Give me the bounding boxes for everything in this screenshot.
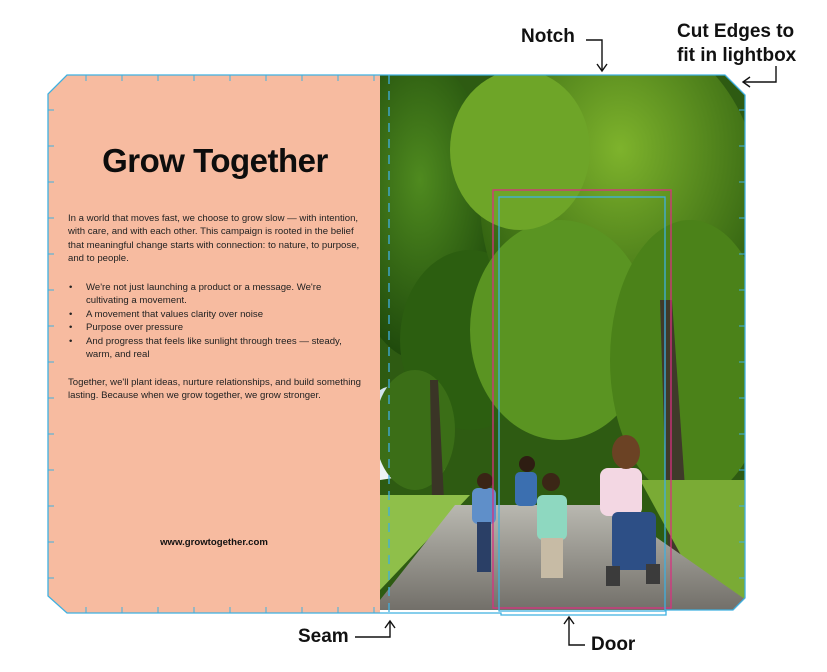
- panel-closing-paragraph: Together, we'll plant ideas, nurture relationships, and build something lasting. Because when we grow together, we grow stronger.: [68, 377, 362, 402]
- photo-area: [345, 30, 770, 615]
- notch-arrow: [586, 40, 602, 70]
- cut-edges-callout-label: [677, 20, 796, 68]
- seam-arrow: [355, 622, 390, 637]
- panel-title: Grow Together: [102, 142, 328, 179]
- cut-edges-label-line-1: Cut Edges to: [677, 21, 795, 42]
- cut-edges-label-line-2: fit in lightbox: [677, 45, 797, 66]
- seam-callout-label: Seam: [298, 626, 349, 647]
- panel-bullet-item: • And progress that feels like sunlight through trees — steady, warm, and real: [68, 335, 364, 362]
- door-arrow: [569, 618, 585, 645]
- panel-bullet-item: • We're not just launching a product or a message. We're cultivating a movement.: [68, 281, 364, 308]
- panel-intro-paragraph: In a world that moves fast, we choose to grow slow — with intention, with care, and with each other. This campaign is rooted in the belief that meaningful change starts with connection: to nature, to purpose, and to people.: [68, 213, 360, 265]
- panel-bullet-list: [68, 281, 364, 361]
- cut-arrow: [744, 66, 776, 82]
- notch-callout-label: Notch: [521, 26, 575, 47]
- door-callout-label: Door: [591, 634, 636, 655]
- panel-bullet-item: • Purpose over pressure: [68, 321, 364, 334]
- panel-bullet-item: • A movement that values clarity over noise: [68, 308, 364, 321]
- panel-website: www.growtogether.com: [160, 537, 268, 548]
